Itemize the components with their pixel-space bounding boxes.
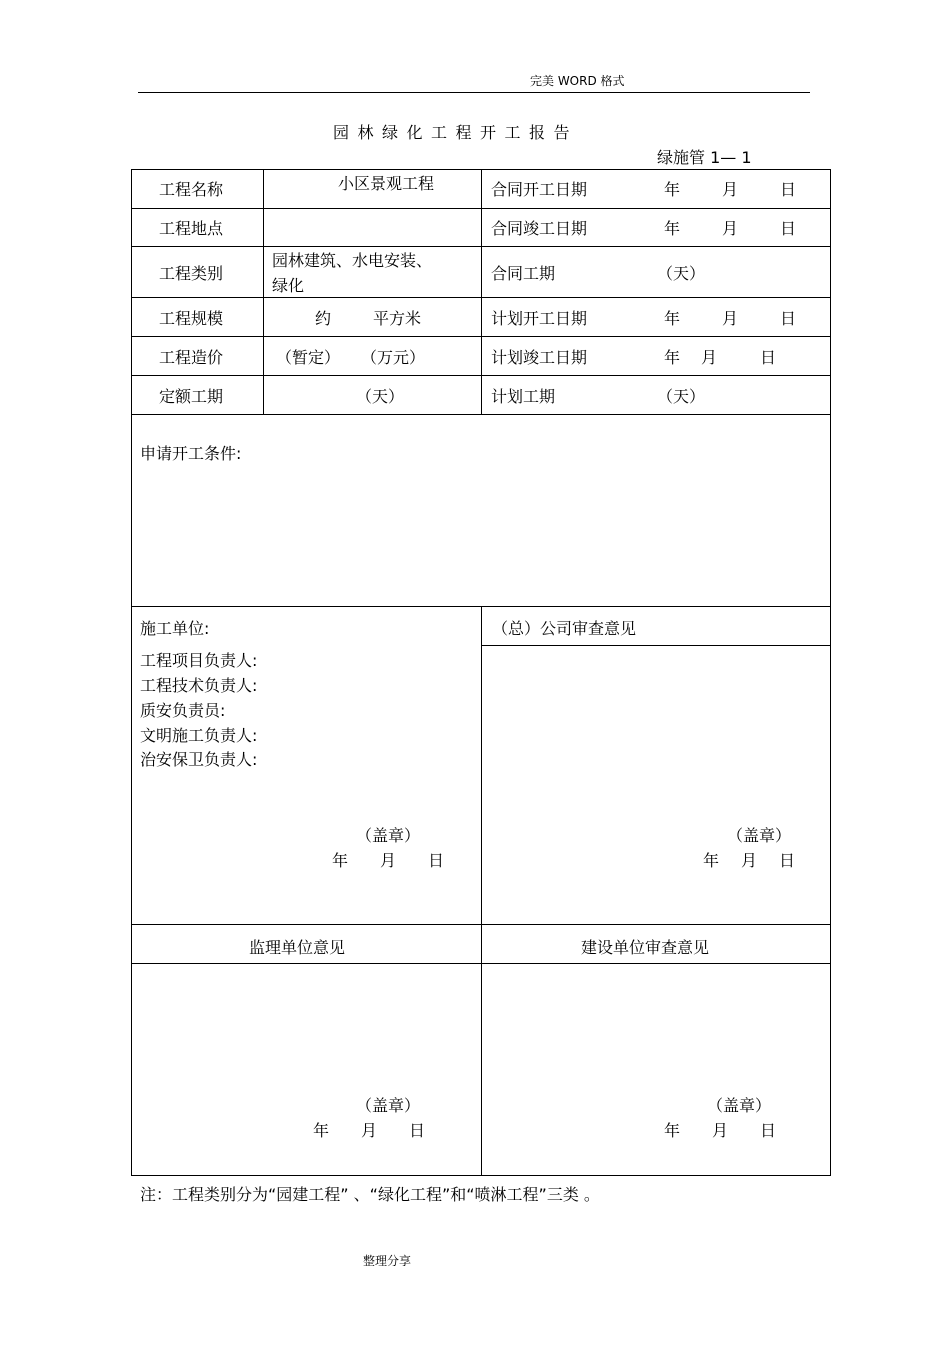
contractor-person: 工程项目负责人: [140,651,258,670]
day-label: 日 [409,1121,426,1140]
month-label: 月 [712,1121,729,1140]
tentative-label: （暂定） [276,348,341,367]
year-label: 年 [703,851,720,870]
label-owner-review: 建设单位审查意见 [581,938,710,957]
month-label: 月 [722,219,739,238]
label-company-review: （总）公司审查意见 [492,619,637,638]
label-project-cost: 工程造价 [159,348,224,367]
year-label: 年 [664,219,681,238]
month-label: 月 [722,309,739,328]
form-number: 绿施管 1— 1 [657,148,752,167]
value-project-category-line2: 绿化 [272,276,305,295]
day-label: 日 [760,348,777,367]
days-unit: （天） [657,264,706,283]
header-text: 完美 WORD 格式 [530,74,625,88]
day-label: 日 [428,851,445,870]
seal-label: （盖章） [727,826,792,845]
label-project-scale: 工程规模 [159,309,224,328]
contractor-person: 文明施工负责人: [140,726,258,745]
category-note: 注：工程类别分为“园建工程” 、“绿化工程”和“喷淋工程”三类 。 [140,1185,600,1204]
year-label: 年 [313,1121,330,1140]
contractor-person: 质安负责员: [140,701,226,720]
label-quota-duration: 定额工期 [159,387,224,406]
seal-label: （盖章） [356,826,421,845]
month-label: 月 [361,1121,378,1140]
year-label: 年 [664,309,681,328]
label-project-location: 工程地点 [159,219,224,238]
year-label: 年 [664,1121,681,1140]
days-unit: （天） [657,387,706,406]
label-start-conditions: 申请开工条件: [140,444,242,463]
value-project-category-line1: 园林建筑、水电安装、 [272,251,433,270]
year-label: 年 [332,851,349,870]
column-divider [481,606,482,1176]
day-label: 日 [780,219,797,238]
footer-text: 整理分享 [363,1254,412,1268]
header-rule [138,92,810,93]
contractor-person: 工程技术负责人: [140,676,258,695]
year-label: 年 [664,180,681,199]
day-label: 日 [779,851,796,870]
month-label: 月 [741,851,758,870]
page-title: 园林绿化工程开工报告 [333,123,579,142]
label-contract-end: 合同竣工日期 [491,219,588,238]
day-label: 日 [760,1121,777,1140]
label-project-category: 工程类别 [159,264,224,283]
label-contractor: 施工单位: [140,619,210,638]
column-divider [481,169,482,414]
month-label: 月 [701,348,718,367]
approx-label: 约 [315,309,332,328]
contractor-person: 治安保卫负责人: [140,750,258,769]
label-project-name: 工程名称 [159,180,224,199]
year-label: 年 [664,348,681,367]
row-divider [131,414,831,415]
label-planned-duration: 计划工期 [491,387,556,406]
label-planned-end: 计划竣工日期 [491,348,588,367]
cost-unit: （万元） [361,348,426,367]
label-contract-start: 合同开工日期 [491,180,588,199]
area-unit: 平方米 [373,309,422,328]
label-contract-duration: 合同工期 [491,264,556,283]
row-divider [481,645,831,646]
seal-label: （盖章） [356,1096,421,1115]
days-unit: （天） [356,387,405,406]
day-label: 日 [780,180,797,199]
label-supervisor-opinion: 监理单位意见 [249,938,346,957]
column-divider [263,169,264,414]
value-project-name: 小区景观工程 [338,174,435,193]
label-planned-start: 计划开工日期 [491,309,588,328]
month-label: 月 [722,180,739,199]
day-label: 日 [780,309,797,328]
month-label: 月 [380,851,397,870]
seal-label: （盖章） [707,1096,772,1115]
